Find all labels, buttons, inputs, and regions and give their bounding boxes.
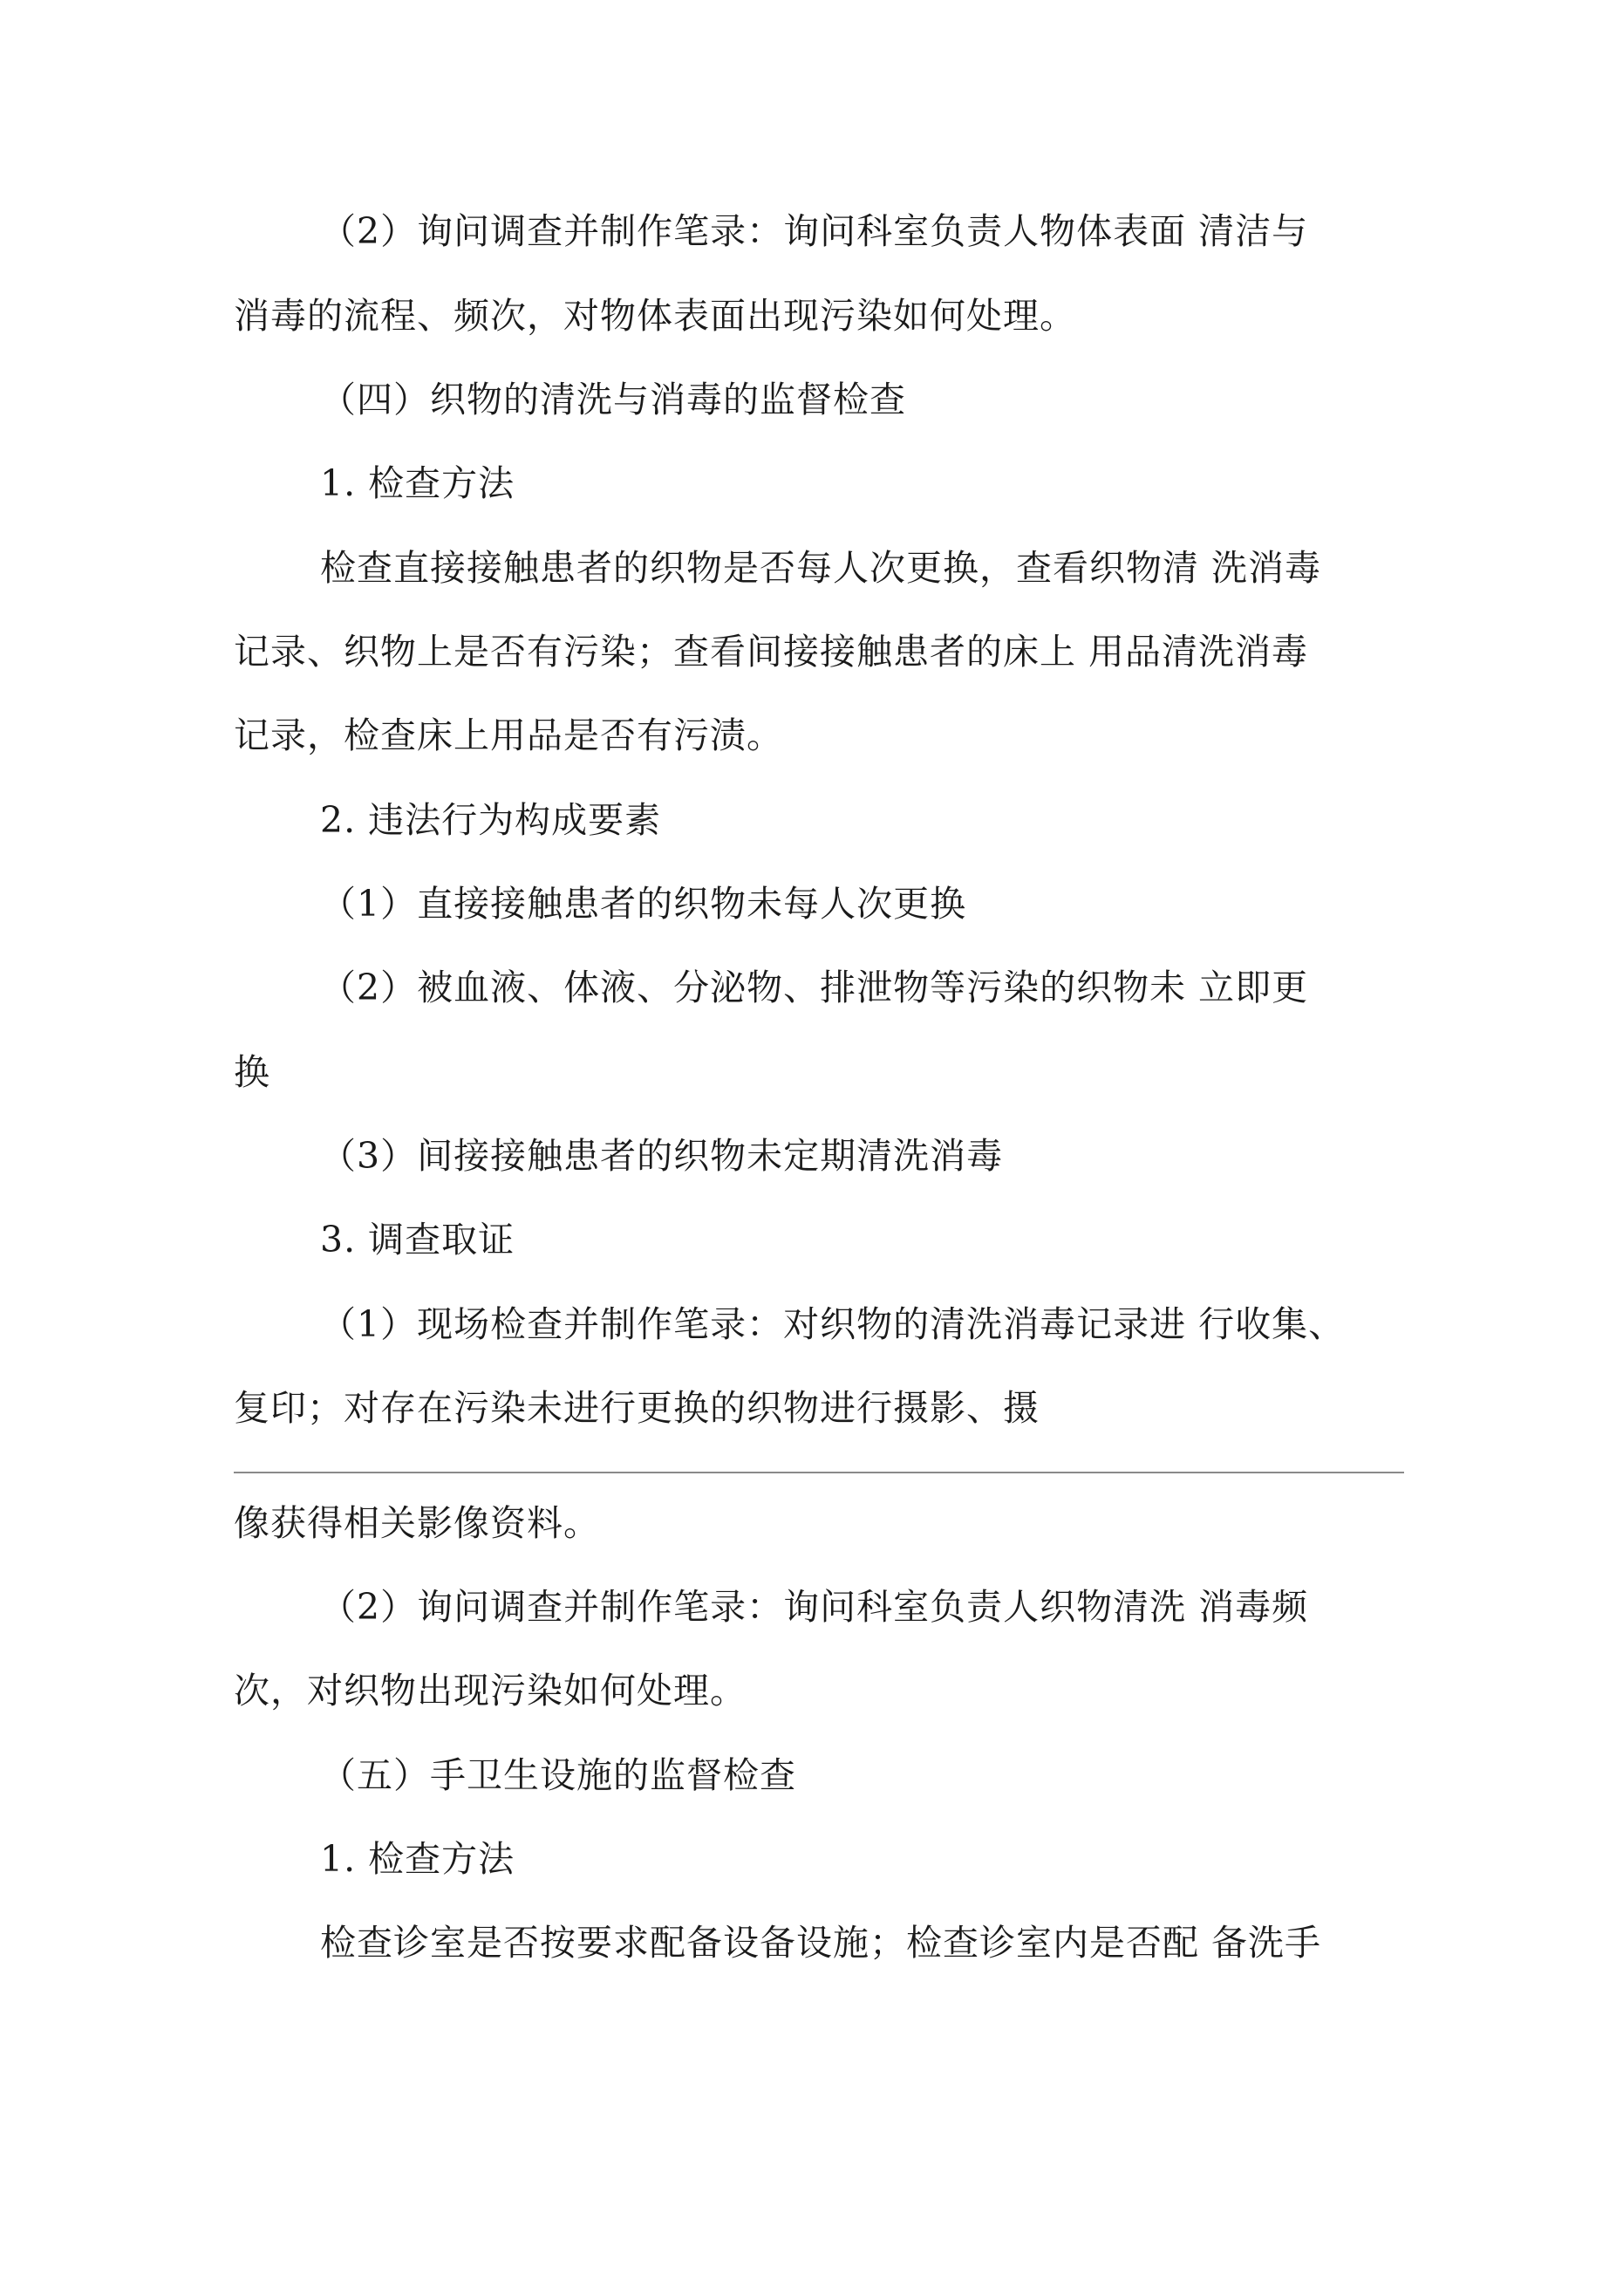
- paragraph-line: 检查直接接触患者的织物是否每人次更换，查看织物清 洗消毒: [320, 547, 1322, 589]
- section-heading: （四）织物的清洗与消毒的监督检查: [320, 379, 906, 420]
- subsection-heading: 1. 检查方法: [320, 1838, 515, 1880]
- subsection-heading: 1. 检查方法: [320, 462, 515, 504]
- subsection-heading: 2. 违法行为构成要素: [320, 799, 662, 841]
- paragraph-line: 复印；对存在污染未进行更换的织物进行摄影、摄: [234, 1387, 1040, 1429]
- list-item: （2）被血液、体液、分泌物、排泄物等污染的织物未 立即更: [320, 967, 1309, 1008]
- paragraph-line: 像获得相关影像资料。: [234, 1502, 600, 1544]
- paragraph-line: 消毒的流程、频次，对物体表面出现污染如何处理。: [234, 295, 1076, 337]
- list-item: （1）直接接触患者的织物未每人次更换: [320, 883, 967, 925]
- subsection-heading: 3. 调查取证: [320, 1219, 515, 1261]
- paragraph-line: （2）询问调查并制作笔录：询问科室负责人物体表面 清洁与: [320, 210, 1309, 252]
- paragraph-line: 检查诊室是否按要求配备设备设施；检查诊室内是否配 备洗手: [320, 1922, 1322, 1964]
- list-item: （1）现场检查并制作笔录：对织物的清洗消毒记录进 行收集、: [320, 1303, 1346, 1345]
- paragraph-line: 记录、织物上是否有污染；查看间接接触患者的床上 用品清洗消毒: [234, 631, 1309, 673]
- paragraph-line: 次，对织物出现污染如何处理。: [234, 1670, 747, 1712]
- page-divider: [234, 1472, 1404, 1473]
- paragraph-line: 换: [234, 1051, 270, 1093]
- list-item: （2）询问调查并制作笔录：询问科室负责人织物清洗 消毒频: [320, 1586, 1309, 1628]
- section-heading: （五）手卫生设施的监督检查: [320, 1754, 796, 1796]
- paragraph-line: 记录，检查床上用品是否有污渍。: [234, 714, 783, 756]
- list-item: （3）间接接触患者的织物未定期清洗消毒: [320, 1135, 1004, 1177]
